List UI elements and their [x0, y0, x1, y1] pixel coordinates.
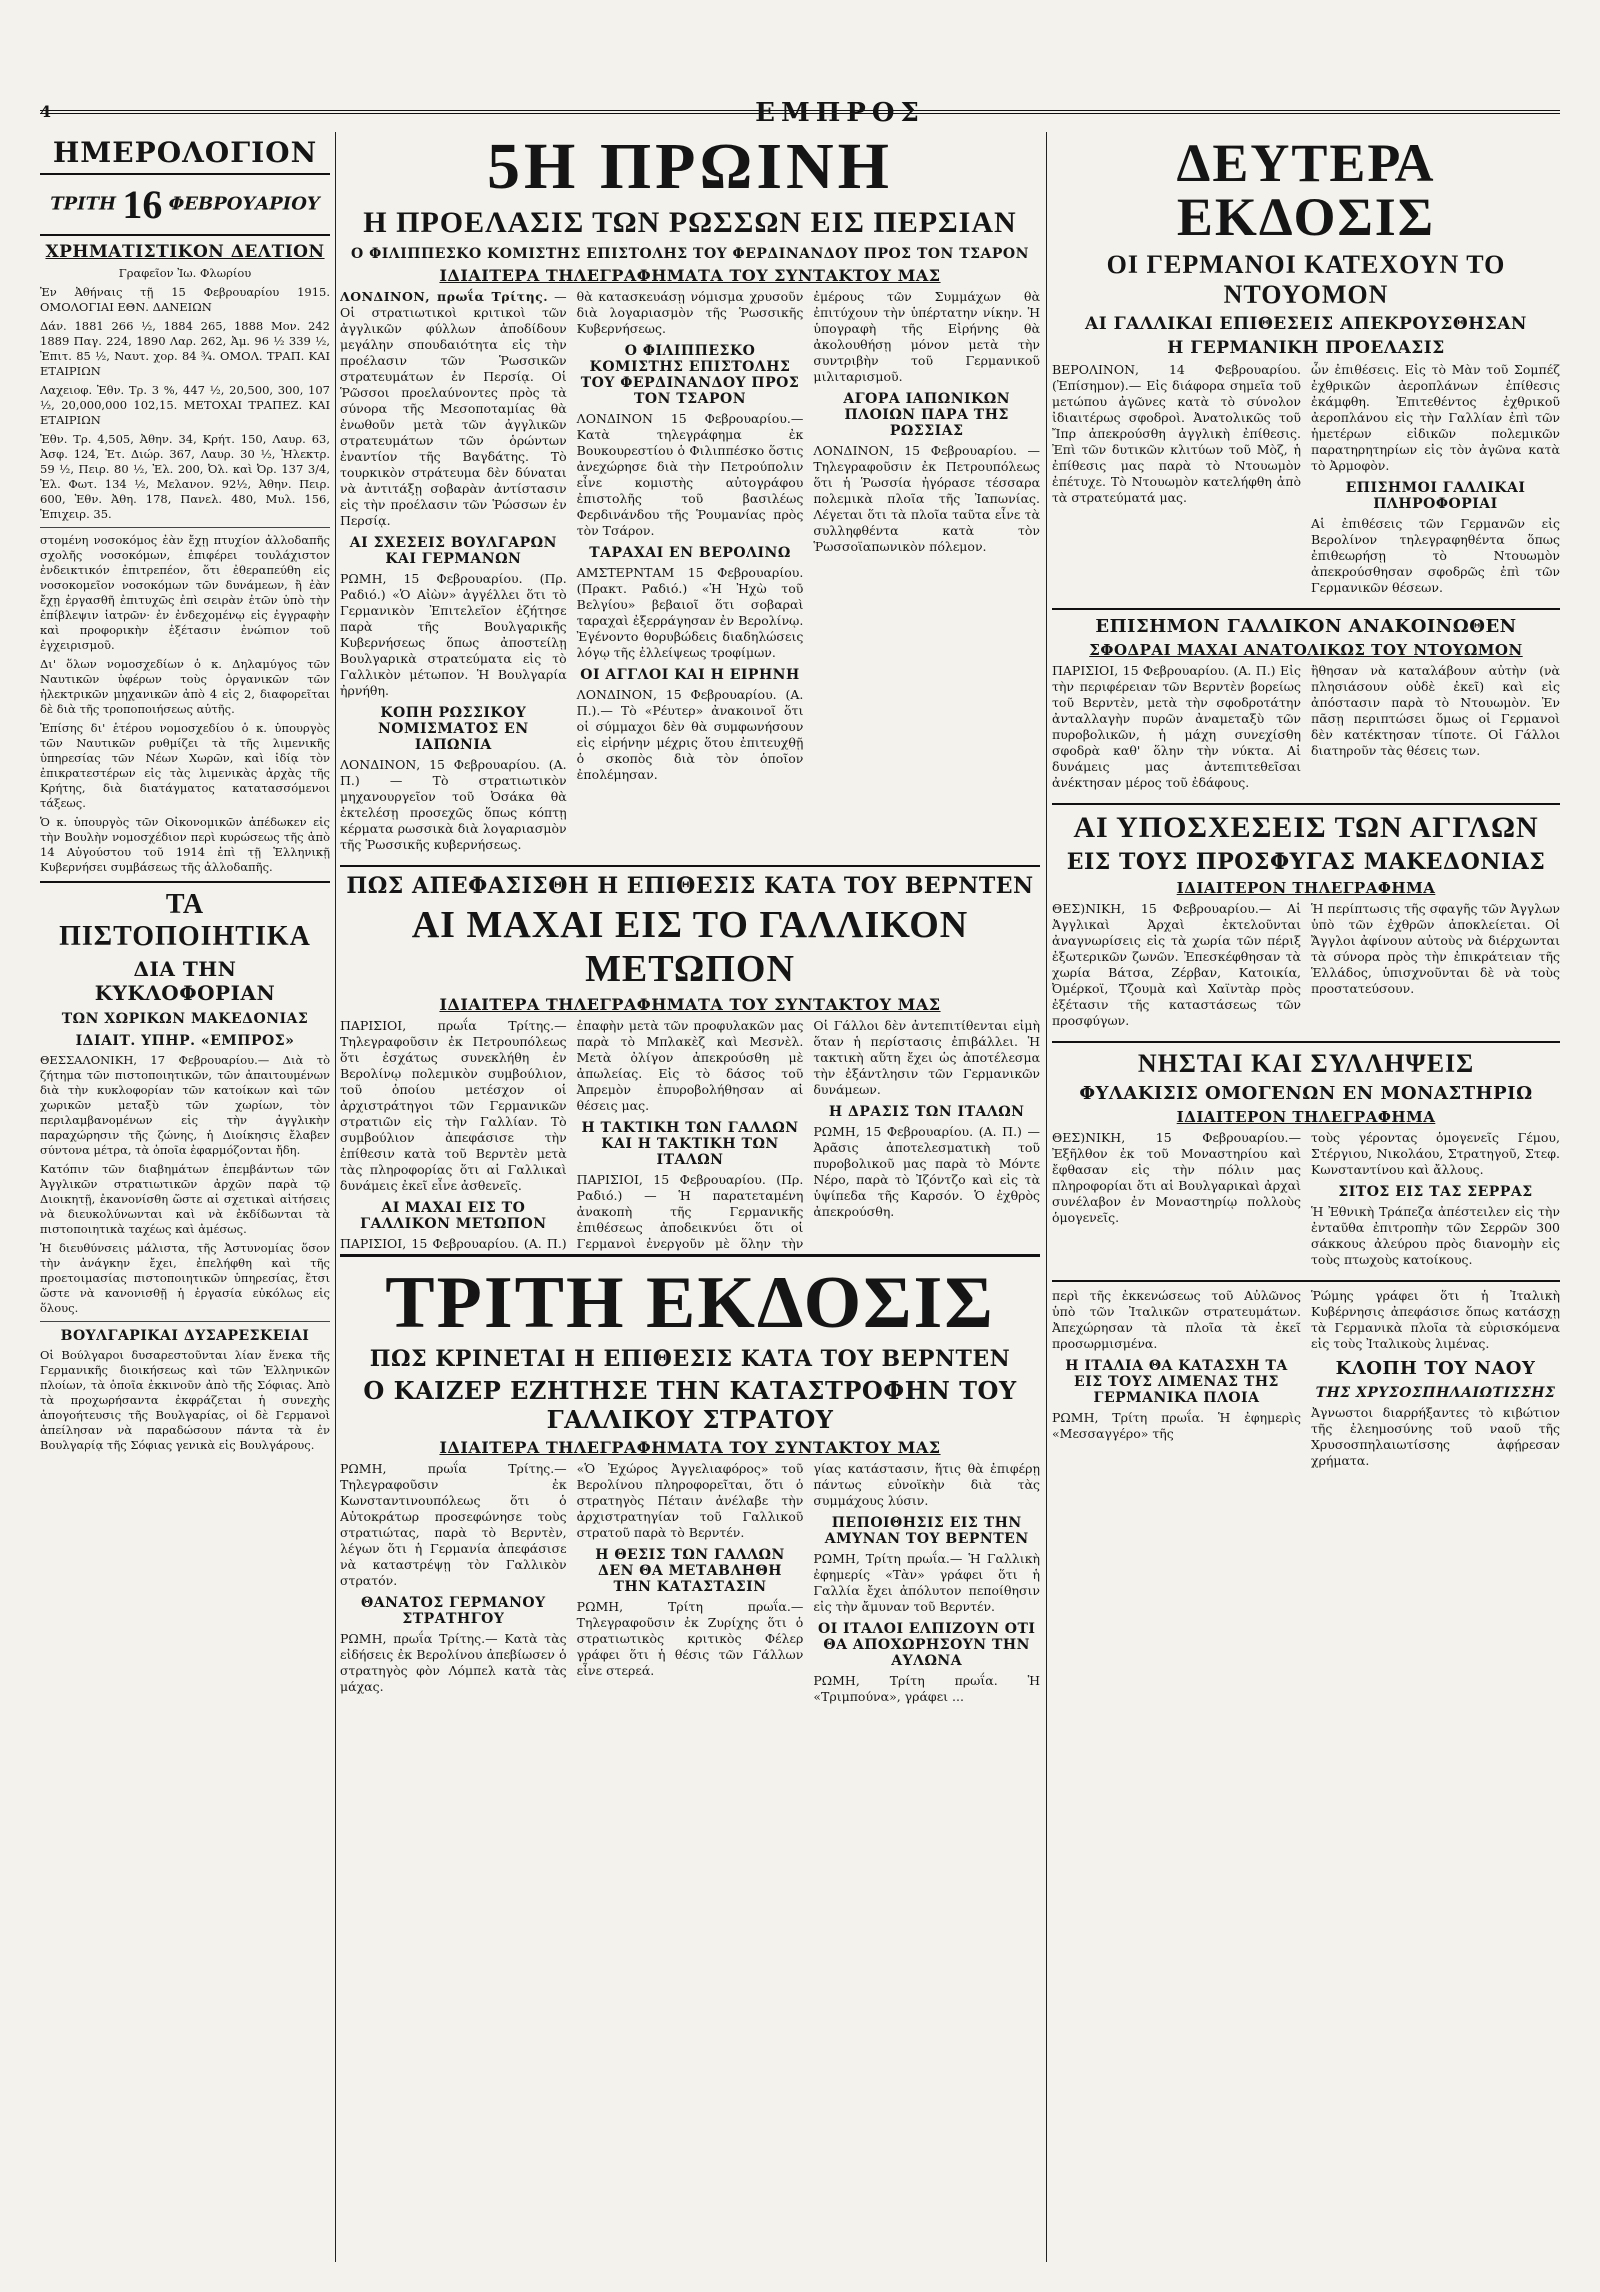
financial-text: Ἐν Ἀθήναις τῇ 15 Φεβρουαρίου 1915. ΟΜΟΛΟΓΙΑΙ ΕΘΝ. ΔΑΝΕΙΩΝ	[40, 285, 330, 314]
section-heading: ΕΠΙΣΗΜΟΙ ΓΑΛΛΙΚΑΙ ΠΛΗΡΟΦΟΡΙΑΙ	[1345, 480, 1526, 512]
subheadline: Η ΓΕΡΜΑΝΙΚΗ ΠΡΟΕΛΑΣΙΣ	[1167, 338, 1445, 358]
divider	[1052, 1041, 1560, 1043]
article-columns	[1052, 362, 1560, 602]
center-column	[340, 132, 1040, 1252]
headline: ΑΙ ΥΠΟΣΧΕΣΕΙΣ ΤΩΝ ΑΓΓΛΩΝ	[1073, 811, 1539, 844]
calendar-month: ΦΕΒΡΟΥΑΡΙΟΥ	[168, 193, 320, 215]
subheadline: Ο ΦΙΛΙΠΠΕΣΚΟ ΚΟΜΙΣΤΗΣ ΕΠΙΣΤΟΛΗΣ ΤΟΥ ΦΕΡΔΙΝΑΝΔΟΥ ΠΡΟΣ ΤΟΝ ΤΣΑΡΟΝ	[351, 246, 1029, 262]
financial-office: Γραφεῖον Ἰω. Φλωρίου	[118, 266, 252, 280]
article-text: γίας κατάστασιν, ἥτις θὰ ἐπιφέρῃ πάντως εὐνοϊκὴν διὰ τὰς συμμάχους λύσιν.	[813, 1461, 1040, 1508]
french-front-headline: ΑΙ ΜΑΧΑΙ ΕΙΣ ΤΟ ΓΑΛΛΙΚΟΝ ΜΕΤΩΠΟΝ	[411, 904, 969, 990]
right-column	[1052, 132, 1560, 2262]
article-text: ΡΩΜΗ, πρωΐα Τρίτης.— Τηλεγραφοῦσιν ἐκ Κωνσταντινουπόλεως ὅτι ὁ Αὐτοκράτωρ προσεφώνησε τοὺς στρατιώτας, παρὰ τὸ Βερντὲν, λέγων ὅτι ἡ Γερμανία ἀπεφάσισε νὰ καταστρέψῃ τὸν Γαλλικὸν στρατόν.	[340, 1461, 567, 1588]
article-column	[577, 1018, 804, 1252]
article-text: ΘΕΣ)ΝΙΚΗ, 15 Φεβρουαρίου.— Ἐξῆλθον ἐκ τοῦ Μοναστηρίου καὶ ἔφθασαν εἰς τὴν πόλιν μας πληροφορίαι ὅτι αἱ Βουλγαρικαὶ ἀρχαὶ συνέλαβον ἐν Μοναστηρίῳ πολλοὺς ὁμογενεῖς.	[1052, 1130, 1301, 1225]
article-text: Οἱ Βούλγαροι δυσαρεστοῦνται λίαν ἕνεκα τῆς Γερμανικῆς διοικήσεως καὶ τῶν Ἑλληνικῶν πλοίων, τὰ ὁποῖα ἐκκινοῦν ἀπὸ τῆς Σόφιας. Ἀπὸ τὰ προχωρήσαντα ἐκφράζεται ἡ συνεχὴς ἀπογοήτευσις τῆς Βουλγαρίας, οἱ δὲ Γερμανοὶ ἀπείλησαν νὰ παραδώσουν πάντα τὰ ἐν Βουλγαρίᾳ τῆς Σόφιας γενικὰ εἰς Βουλγάρους.	[40, 1348, 330, 1452]
article-text: ΠΑΡΙΣΙΟΙ, 15 Φεβρουαρίου. (Α. Π.) Εἰς τὴν περιφέρειαν τῶν Βερντὲν βορείως τοῦ Βερντὲν, μετὰ τὴν σφοδροτάτην ἀνταλλαγὴν πυρῶν ἀναμεταξὺ τῶν πυροβολικῶν, ἡ μάχη συνεχίσθη σφοδρὰ καθ' ὅλην τὴν νύκτα. Αἱ δυνάμεις μας ἀντεπιτεθεῖσαι ἀνέκτησαν μέρος τοῦ ἐδάφους.	[1052, 663, 1301, 790]
third-edition-section	[340, 1262, 1040, 2262]
section-heading: ΚΟΠΗ ΡΩΣΣΙΚΟΥ ΝΟΜΙΣΜΑΤΟΣ ΕΝ ΙΑΠΩΝΙΑ	[378, 705, 529, 753]
article-column	[340, 289, 567, 859]
permits-subhead: ΤΩΝ ΧΩΡΙΚΩΝ ΜΑΚΕΔΟΝΙΑΣ	[61, 1011, 309, 1027]
section-heading: Η ΤΑΚΤΙΚΗ ΤΩΝ ΓΑΛΛΩΝ ΚΑΙ Η ΤΑΚΤΙΚΗ ΤΩΝ ΙΤΑΛΩΝ	[581, 1120, 799, 1168]
headline: ΦΥΛΑΚΙΣΙΣ ΟΜΟΓΕΝΩΝ ΕΝ ΜΟΝΑΣΤΗΡΙΩ	[1079, 1083, 1533, 1104]
article-text: Ἐπίσης δι' ἑτέρου νομοσχεδίου ὁ κ. ὑπουργὸς τῶν Ναυτικῶν ρυθμίζει τὰ τῆς λιμενικῆς ὑπηρεσίας τῶν Νέων Χωρῶν, καὶ ἰδίᾳ τὸν ἐπικρατεστέρων εἰς τὰς λιμενικὰς ἀρχὰς τῆς Κρήτης, διὰ διατάγματος κατατασσόμενοι τάξεως.	[40, 721, 330, 810]
dateline: ΛΟΝΔΙΝΟΝ, πρωΐα Τρίτης.	[340, 289, 549, 304]
article-text: Αἱ ἐπιθέσεις τῶν Γερμανῶν εἰς Βερολίνον τηλεγραφηθέντα ὅπως ἐπιθεωρήσῃ τὸ Ντουωμὸν ἀπεκρούσθησαν σφοδρῶς ἐπὶ τῶν Γερμανικῶν θέσεων.	[1311, 516, 1560, 595]
article-columns	[1052, 663, 1560, 797]
column-divider	[1046, 132, 1047, 2262]
article-column	[1311, 901, 1560, 1035]
divider	[40, 1321, 330, 1322]
article-text: Ἡ Ἐθνικὴ Τράπεζα ἀπέστειλεν εἰς τὴν ἐνταῦθα ἐπιτροπὴν τῶν Σερρῶν 300 σάκκους ἀλεύρου πρὸς διανομὴν εἰς τοὺς πτωχοὺς κατοίκους.	[1311, 1204, 1560, 1267]
special-telegrams: ΙΔΙΑΙΤΕΡΑ ΤΗΛΕΓΡΑΦΗΜΑΤΑ ΤΟΥ ΣΥΝΤΑΚΤΟΥ ΜΑΣ	[439, 995, 941, 1014]
article-text: Ῥώμης γράφει ὅτι ἡ Ἰταλικὴ Κυβέρνησις ἀπεφάσισε ὅπως κατάσχῃ τὰ Γερμανικὰ πλοῖα τὰ εὑρισκόμενα εἰς τοὺς Ἰταλικοὺς λιμένας.	[1311, 1288, 1560, 1351]
special-telegram: ΙΔΙΑΙΤΕΡΟΝ ΤΗΛΕΓΡΑΦΗΜΑ	[1176, 1108, 1436, 1126]
article-text: ΡΩΜΗ, Τρίτη πρωΐα. Ἡ «Τριμπούνα», γράφει ...	[813, 1673, 1040, 1704]
section-heading: ΑΙ ΜΑΧΑΙ ΕΙΣ ΤΟ ΓΑΛΛΙΚΟΝ ΜΕΤΩΠΟΝ	[360, 1200, 547, 1232]
subheadline: ΤΗΣ ΧΡΥΣΟΣΠΗΛΑΙΩΤΙΣΣΗΣ	[1315, 1385, 1556, 1401]
permits-headline: ΤΑ ΠΙΣΤΟΠΟΙΗΤΙΚΑ	[59, 889, 311, 952]
article-column	[1052, 1288, 1301, 1475]
byline: ΙΔΙΑΙΤ. ΥΠΗΡ. «ΕΜΠΡΟΣ»	[75, 1033, 295, 1049]
article-columns	[1052, 1288, 1560, 1475]
calendar-day: ΤΡΙΤΗ	[50, 193, 117, 215]
divider	[40, 234, 330, 236]
divider	[40, 881, 330, 883]
edition-banner: 5Η ΠΡΩΙΝΗ	[486, 132, 894, 203]
article-column	[1311, 663, 1560, 797]
divider	[1052, 1280, 1560, 1282]
article-text: ΛΟΝΔΙΝΟΝ, 15 Φεβρουαρίου. (Α. Π.).— Τὸ «Ρέυτερ» ἀνακοινοῖ ὅτι οἱ σύμμαχοι δὲν θὰ συμφωνήσουν εἰς εἰρήνην μέχρις ὅτου ἐπιτευχθῇ ὁ σκοπὸς διὰ τὸν ὁποῖον ἐπολέμησαν.	[576, 687, 804, 782]
third-edition-headline: Ο ΚΑΙΖΕΡ ΕΖΗΤΗΣΕ ΤΗΝ ΚΑΤΑΣΤΡΟΦΗΝ ΤΟΥ ΓΑΛΛΙΚΟΥ ΣΤΡΑΤΟΥ	[363, 1376, 1017, 1434]
article-text: Ἀγνωστοι διαρρήξαντες τὸ κιβώτιον τῆς ἐλεημοσύνης τοῦ ναοῦ τῆς Χρυσοσπηλαιωτίσσης ἀφῄρεσαν χρήματα.	[1311, 1405, 1560, 1468]
headline: ΟΙ ΓΕΡΜΑΝΟΙ ΚΑΤΕΧΟΥΝ ΤΟ ΝΤΟΥΟΜΟΝ	[1106, 250, 1506, 309]
article-column	[1311, 362, 1560, 602]
article-text: τοὺς γέροντας ὁμογενεῖς Γέμου, Στέργιου, Νικολάου, Στρατηγοῦ, Στεφ. Κωνσταντίνου καὶ ἄλλους.	[1311, 1130, 1560, 1177]
divider	[1052, 608, 1560, 610]
article-text: ΒΕΡΟΛΙΝΟΝ, 14 Φεβρουαρίου. (Ἐπίσημον).— Εἰς διάφορα σημεῖα τοῦ μετώπου ἀγῶνες κατὰ τὸ σύνολον ἰδιαιτέρως σφοδροὶ. Ἀνατολικῶς τοῦ Ἴπρ ἀπεκρούσθη ἀγγλικὴ ἐπίθεσις. Ἐπὶ τῶν δυτικῶν κλιτύων τοῦ Μὸζ, ἡ ἐπίθεσις μας παρὰ τὸ Ντουωμὸν ἐπέτυχε. Τὸ Ντουωμὸν κατελήφθη ἀπὸ τὰ στρατεύματά μας.	[1052, 362, 1301, 505]
article-column	[340, 1461, 567, 1711]
article-columns	[1052, 901, 1560, 1035]
article-text: Ἡ περίπτωσις τῆς σφαγῆς τῶν Ἀγγλων ὑπὸ τῶν ἐχθρῶν ἀποκλείεται. Οἱ Ἄγγλοι ἀφίνουν αὐτοὺς νὰ διέρχωνται τὰ σύνορα πρὸς τὴν ἐπικράτειαν τῆς Ἑλλάδος, ὑπισχνοῦνται δὲ νὰ τοὺς προστατεύσουν.	[1311, 901, 1560, 996]
divider	[40, 527, 330, 528]
second-edition-banner: ΔΕΥΤΕΡΑ ΕΚΔΟΣΙΣ	[1176, 133, 1436, 247]
section-heading: Ο ΦΙΛΙΠΠΕΣΚΟ ΚΟΜΙΣΤΗΣ ΕΠΙΣΤΟΛΗΣ ΤΟΥ ΦΕΡΔΙΝΑΝΔΟΥ ΠΡΟΣ ΤΟΝ ΤΣΑΡΟΝ	[580, 343, 800, 407]
article-columns	[1052, 1130, 1560, 1274]
section-heading: ΤΑΡΑΧΑΙ ΕΝ ΒΕΡΟΛΙΝΩ	[589, 545, 791, 561]
article-column	[1052, 362, 1301, 602]
article-text: ἢθησαν νὰ καταλάβουν αὐτὴν (νὰ πλησιάσουν οὐδὲ ἐκεῖ) καὶ εἰς ἀπόστασιν παρὰ τὸ Ντουωμὸν. Ἐν πᾶσῃ περιπτώσει ὅμως οἱ Γερμανοὶ δὲν κατέκτησαν τίποτε. Οἱ Γάλλοι διατηροῦν τὰς θέσεις των.	[1311, 663, 1560, 758]
article-text: «Ὁ Ἐχώρος Ἀγγελιαφόρος» τοῦ Βερολίνου πληροφορεῖται, ὅτι ὁ στρατηγὸς Πέταιν ἀνέλαβε τὴν ἀρχιστρατηγίαν τοῦ Γαλλικοῦ στρατοῦ παρὰ τὸ Βερντέν.	[576, 1461, 804, 1540]
article-text: ΡΩΜΗ, 15 Φεβρουαρίου. (Α. Π.) — Ἀρᾶσις ἀποτελεσματικὴ τοῦ πυροβολικοῦ μας παρὰ τὸ Μόντε Νέρο, παρὰ τὸ Ἰζόντζο καὶ εἰς τὰ ὑψίπεδα τῆς Καρσόν. Ὁ ἐχθρὸς ἀπεκρούσθη.	[813, 1124, 1040, 1219]
article-columns	[340, 1018, 1040, 1252]
article-text: Δι' ὅλων νομοσχεδίων ὁ κ. Δηλαμύγος τῶν Ναυτικῶν ὑφέρων τοὺς ὀργανικῶν τῶν ἠλεκτρικῶν μηχανικῶν ἀπὸ 4 εἰς 2, διαφορεῖται δὲ διὰ τῆς τροποποιήσεως αὐτῆς.	[40, 657, 330, 716]
article-column	[340, 1018, 567, 1252]
article-text: ΠΑΡΙΣΙΟΙ, πρωΐα Τρίτης.— Τηλεγραφοῦσιν ἐκ Πετρουπόλεως ὅτι ἐσχάτως συνεκλήθη ἐν Βερολίνῳ πολεμικὸν συμβούλιον, τοῦ ὁποίου μετέσχον οἱ ἀρχιστράτηγοι τῶν Γερμανικῶν στρατιῶν εἰς τὴν Γαλλίαν. Τὸ συμβούλιον ἀπεφάσισε τὴν ἐπίθεσιν κατὰ τοῦ Βερντὲν μετὰ τὰς πληροφορίας ὅτι αἱ Γαλλικαὶ δυνάμεις ἐκεῖ εἶνε ἀσθενεῖς.	[340, 1018, 567, 1193]
calendar-date	[40, 181, 330, 228]
verdun-headline: ΠΩΣ ΑΠΕΦΑΣΙΣΘΗ Η ΕΠΙΘΕΣΙΣ ΚΑΤΑ ΤΟΥ ΒΕΡΝΤΕΝ	[346, 873, 1034, 899]
headline: ΕΠΙΣΗΜΟΝ ΓΑΛΛΙΚΟΝ ΑΝΑΚΟΙΝΩΘΕΝ	[1095, 616, 1517, 637]
article-text: ΠΑΡΙΣΙΟΙ, 15 Φεβρουαρίου. (Α. Π.)	[340, 1236, 567, 1251]
financial-text: Ἐθν. Τρ. 4,505, Ἀθην. 34, Κρήτ. 150, Λαυρ. 63, Ἀσφ. 124, Ἐτ. Διώρ. 367, Λαυρ. 30 ½, Ἠλεκτρ. 59 ½, Πειρ. 80 ½, Ἐλ. 200, Ὀλ. καὶ Ὀρ. 137 3/4, Ἐλ. Φωτ. 134 ½, Μελανον. 92½, Ἀθην. Πειρ. 600, Ἐθν. Ἀθη. 178, Πανελ. 480, Μυλ. 156, Ἐπιχειρ. 35.	[40, 432, 330, 521]
article-text: ΡΩΜΗ, πρωΐα Τρίτης.— Κατὰ τὰς εἰδήσεις ἐκ Βερολίνου ἀπεβίωσεν ὁ στρατηγὸς φὸν Λόμπελ κατὰ τὰς μάχας.	[340, 1631, 567, 1694]
article-text: ΡΩΜΗ, 15 Φεβρουαρίου. (Πρ. Ραδιό.) «Ὁ Αἰὼν» ἀγγέλλει ὅτι τὸ Γερμανικὸν Ἐπιτελεῖον ἐζήτησε παρὰ τῆς Βουλγαρικῆς Κυβερνήσεως ὅπως ἀποστείλῃ Βουλγαρικὰ στρατεύματα εἰς τὸ Γαλλικὸν μέτωπον. Ἡ Βουλγαρία ἠρνήθη.	[340, 571, 567, 698]
article-column	[577, 289, 804, 859]
article-column	[577, 1461, 804, 1711]
financial-text: Δάν. 1881 266 ½, 1884 265, 1888 Μον. 242 1889 Παγ. 224, 1890 Λαρ. 262, Ἀμ. 96 ½ 339 ½, Ἐπιτ. 85 ½, Ναυτ. χορ. 84 ¾. ΟΜΟΛ. ΤΡΑΠ. ΚΑΙ ΕΤΑΙΡΙΩΝ	[40, 319, 330, 378]
article-text: ΘΕΣΣΑΛΟΝΙΚΗ, 17 Φεβρουαρίου.— Διὰ τὸ ζήτημα τῶν πιστοποιητικῶν, τῶν ἀπαιτουμένων διὰ τὴν κυκλοφορίαν τῶν κατοίκων καὶ τῶν χωρικῶν μεταξὺ τῶν χωρίων, τὸν περιλαμβανομένων εἰς τὴν ἀγγλικὴν παραχώρησιν τῆς ζώνης, ἡ Διοίκησις ἔλαβεν σύντονα μέτρα, τὰ ὁποῖα ἐφαρμόζονται ἤδη.	[40, 1053, 330, 1157]
subheadline: ΑΙ ΓΑΛΛΙΚΑΙ ΕΠΙΘΕΣΕΙΣ ΑΠΕΚΡΟΥΣΘΗΣΑΝ	[1085, 314, 1527, 334]
article-text: ΡΩΜΗ, Τρίτη πρωΐα.— Ἡ Γαλλικὴ ἐφημερίς «Τὰν» γράφει ὅτι ἡ Γαλλία ἔχει ἀπόλυτον πεποίθησιν εἰς τὴν ἄμυναν τοῦ Βερντέν.	[813, 1551, 1040, 1614]
divider	[1052, 803, 1560, 805]
article-column	[813, 1018, 1040, 1252]
article-text: ΘΕΣ)ΝΙΚΗ, 15 Φεβρουαρίου.— Αἱ Ἀγγλικαὶ Ἀρχαὶ ἐκτελοῦνται ἀναγνωρίσεις εἰς τὰ χωρία τῶν πέριξ ἐξωτερικῶν ζωνῶν. Ἐπεσκέφθησαν τὰ χωρία Βάτσα, Ζέρβαν, Κατοικία, Ὀμέρκοϊ, Τζουμὰ καὶ Χαϊντὰρ πρὸς ἐξέτασιν τῆς καταστάσεως τῶν προσφύγων.	[1052, 901, 1301, 1028]
article-text: ΑΜΣΤΕΡΝΤΑΜ 15 Φεβρουαρίου. (Πρακτ. Ραδιό.) «Ἡ Ἠχὼ τοῦ Βελγίου» βεβαιοῖ ὅτι σοβαραὶ ταραχαὶ ἐξερράγησαν ἐν Βερολίνῳ. Ἐγένοντο θορυβώδεις διαδηλώσεις λόγῳ τῆς ἐλλείψεως τροφίμων.	[576, 565, 804, 660]
section-heading: ΒΟΥΛΓΑΡΙΚΑΙ ΔΥΣΑΡΕΣΚΕΙΑΙ	[60, 1328, 310, 1344]
article-column	[1311, 1288, 1560, 1475]
article-columns	[340, 1461, 1040, 1711]
special-telegram: ΙΔΙΑΙΤΕΡΟΝ ΤΗΛΕΓΡΑΦΗΜΑ	[1176, 879, 1436, 897]
section-heading: ΑΙ ΣΧΕΣΕΙΣ ΒΟΥΛΓΑΡΩΝ ΚΑΙ ΓΕΡΜΑΝΩΝ	[349, 535, 557, 567]
divider	[340, 865, 1040, 867]
calendar-title: ΗΜΕΡΟΛΟΓΙΟΝ	[40, 132, 330, 175]
headline: ΕΙΣ ΤΟΥΣ ΠΡΟΣΦΥΓΑΣ ΜΑΚΕΔΟΝΙΑΣ	[1066, 849, 1546, 875]
article-text: ΛΟΝΔΙΝΟΝ, 15 Φεβρουαρίου. (Α. Π.) — Τὸ στρατιωτικὸν μηχανουργεῖον τοῦ Ὀσάκα θὰ ἐκτελέσῃ προσεχῶς ὅπως κόπτῃ κέρματα ρωσσικὰ διὰ λογαριασμὸν τῆς Ῥωσσικῆς κυβερνήσεως.	[340, 757, 567, 852]
section-heading: ΟΙ ΑΓΓΛΟΙ ΚΑΙ Η ΕΙΡΗΝΗ	[580, 667, 800, 683]
article-text: ΛΟΝΔΙΝΟΝ 15 Φεβρουαρίου.— Κατὰ τηλεγράφημα ἐκ Βουκουρεστίου ὁ Φιλιππέσκο ὅστις ἀνεχώρησε διὰ τὴν Πετρούπολιν εἶνε κομιστὴς αὐτογράφου ἐπιστολῆς τοῦ βασιλέως Φερδινάνδου τῆς Ῥουμανίας πρὸς τὸν Τσάρον.	[576, 411, 804, 538]
article-column	[813, 289, 1040, 859]
third-edition-headline: ΠΩΣ ΚΡΙΝΕΤΑΙ Η ΕΠΙΘΕΣΙΣ ΚΑΤΑ ΤΟΥ ΒΕΡΝΤΕΝ	[369, 1346, 1011, 1372]
article-text: θὰ κατασκευάσῃ νόμισμα χρυσοῦν διὰ λογαριασμὸν τῆς Ῥωσσικῆς Κυβερνήσεως.	[576, 289, 804, 336]
article-text: —Οἱ στρατιωτικοὶ κριτικοὶ τῶν ἀγγλικῶν φύλλων ἀποδίδουν μεγάλην σπουδαιότητα εἰς τὴν προέλασιν τῶν Ῥωσσικῶν στρατευμάτων ἐν Περσίᾳ. Οἱ Ῥῶσσοι προελαύνοντες πρὸς τὰ σύνορα τῆς Μεσοποταμίας θὰ ἐνωθοῦν μετὰ τῶν ἀγγλικῶν στρατευμάτων τῶν ὁρώντων ἐναντίον τῆς Βαγδάτης. Τὸ τουρκικὸν στράτευμα δὲν δύναται νὰ ἀντιτάξῃ σοβαρὰν ἀντίστασιν εἰς τὴν προέλασιν τῶν Ῥώσσων ἐν Περσίᾳ.	[340, 289, 567, 528]
section-heading: ΑΓΟΡΑ ΙΑΠΩΝΙΚΩΝ ΠΛΟΙΩΝ ΠΑΡΑ ΤΗΣ ΡΩΣΣΙΑΣ	[843, 391, 1010, 439]
article-column	[1311, 1130, 1560, 1274]
article-text: ἐμέρους τῶν Συμμάχων θὰ ἐπιτύχουν τὴν ὑπέρτατην νίκην. Ἡ ὑπογραφὴ τῆς Εἰρήνης θὰ ἀκολουθήσῃ μόνον μετὰ τὴν συντριβὴν τοῦ Γερμανικοῦ μιλιταρισμοῦ.	[813, 289, 1040, 384]
main-headline: Η ΠΡΟΕΛΑΣΙΣ ΤΩΝ ΡΩΣΣΩΝ ΕΙΣ ΠΕΡΣΙΑΝ	[363, 206, 1017, 239]
article-text: ΛΟΝΔΙΝΟΝ, 15 Φεβρουαρίου. — Τηλεγραφοῦσιν ἐκ Πετρουπόλεως ὅτι ἡ Ῥωσσία ἠγόρασε τέσσαρα πολεμικὰ πλοῖα τῆς Ἰαπωνίας. Λέγεται ὅτι τὰ πλοῖα ταῦτα εἶνε τὰ συλληφθέντα κατὰ τὸν Ῥωσσοϊαπωνικὸν πόλεμον.	[813, 443, 1040, 554]
article-text: ἐπαφὴν μετὰ τῶν προφυλακῶν μας παρὰ τὸ Μπλακὲζ καὶ Μεσνὲλ. Μετὰ ὀλίγον ἀπεκρούσθη μὲ ἀπωλείας. Εἰς τὸ δάσος τοῦ Ἀπρεμὸν ἐπυροβολήθησαν αἱ θέσεις μας.	[576, 1018, 804, 1113]
divider	[340, 1254, 1040, 1257]
section-heading: Η ΘΕΣΙΣ ΤΩΝ ΓΑΛΛΩΝ ΔΕΝ ΘΑ ΜΕΤΑΒΛΗΘΗ ΤΗΝ ΚΑΤΑΣΤΑΣΙΝ	[595, 1547, 785, 1595]
permits-subhead: ΔΙΑ ΤΗΝ ΚΥΚΛΟΦΟΡΙΑΝ	[94, 957, 276, 1005]
section-heading: ΘΑΝΑΤΟΣ ΓΕΡΜΑΝΟΥ ΣΤΡΑΤΗΓΟΥ	[361, 1595, 546, 1627]
article-text: ΡΩΜΗ, Τρίτη πρωΐα.— Τηλεγραφοῦσιν ἐκ Ζυρίχης ὅτι ὁ στρατιωτικὸς κριτικὸς Φέλερ γράφει ὅτι ἡ θέσις τῶν Γάλλων εἶνε στερεά.	[576, 1599, 804, 1678]
subheadline: ΣΦΟΔΡΑΙ ΜΑΧΑΙ ΑΝΑΤΟΛΙΚΩΣ ΤΟΥ ΝΤΟΥΩΜΟΝ	[1089, 641, 1523, 659]
newspaper-title: ΕΜΠΡΟΣ	[755, 98, 925, 128]
column-divider	[335, 132, 336, 2262]
article-text: ὧν ἐπιθέσεις. Εἰς τὸ Μὰν τοῦ Σομπέζ ἐχθρικῶν ἀεροπλάνων ἐπίθεσις ἐκάμφθη. Ἐπιτεθέντος ἐχθρικοῦ ἀεροπλάνου εἰς τὴν Γαλλίαν ἐπὶ τῶν ἡμετέρων εἰδικῶν πολεμικῶν παρατηρητηρίων εἰς τὸν ἀγῶνα κατὰ τὸ Ἀρμοφὸν.	[1311, 362, 1560, 473]
article-text: Οἱ Γάλλοι δὲν ἀντεπιτίθενται εἰμὴ ὅταν ἡ περίστασις ἐπιβάλλει. Ἡ τακτικὴ αὕτη ἔχει ὡς ἀποτέλεσμα τὴν ἐξάντλησιν τῶν Γερμανικῶν δυνάμεων.	[813, 1018, 1040, 1097]
article-text: περὶ τῆς ἐκκενώσεως τοῦ Αὐλῶνος ὑπὸ τῶν Ἰταλικῶν στρατευμάτων. Ἀπεχώρησαν τὰ πλοῖα τὰ ἐκεῖ προσωρμισμένα.	[1052, 1288, 1301, 1351]
article-text: στομένη νοσοκόμος ἐὰν ἔχῃ πτυχίον ἀλλοδαπῆς σχολῆς νοσοκόμων, ἐπιφέρει τουλάχιστον ἐνδεικτικόν ἐπιτρεπέον, ὅτι ἐθεραπεύθη εἰς νοσοκομεῖον νοσοκόμων τῶν δυνάμεων, ἢ ἐὰν ἔχῃ ἐργασθῆ ἐπιτυχῶς ἐπὶ σειρὰν ἐτῶν ὑπὸ τὴν ἐπίβλεψιν ἰατρῶν· ἐν ἐνδεχομένῳ εἰς ἐγγραφὴν καὶ προφορικὴν ἐξέτασιν ἐνώπιον τοῦ ἐγχειρισμοῦ.	[40, 533, 330, 652]
article-column	[1052, 901, 1301, 1035]
masthead	[40, 10, 1560, 128]
special-telegrams: ΙΔΙΑΙΤΕΡΑ ΤΗΛΕΓΡΑΦΗΜΑΤΑ ΤΟΥ ΣΥΝΤΑΚΤΟΥ ΜΑΣ	[439, 266, 941, 285]
special-telegrams: ΙΔΙΑΙΤΕΡΑ ΤΗΛΕΓΡΑΦΗΜΑΤΑ ΤΟΥ ΣΥΝΤΑΚΤΟΥ ΜΑΣ	[439, 1438, 941, 1457]
financial-bulletin-title: ΧΡΗΜΑΤΙΣΤΙΚΟΝ ΔΕΛΤΙΟΝ	[45, 242, 325, 262]
article-column	[813, 1461, 1040, 1711]
page-number: 4	[40, 102, 52, 121]
article-text: Ὁ κ. ὑπουργὸς τῶν Οἰκονομικῶν ἀπέδωκεν εἰς τὴν Βουλὴν νομοσχέδιον περὶ κυρώσεως τῆς ἀπὸ 14 Αὐγούστου τοῦ 1914 ἐπὶ τῇ Ἑλληνικῇ Κυβερνήσει συμβάσεως τῆς ἀλλοδαπῆς.	[40, 815, 330, 874]
section-heading: Η ΔΡΑΣΙΣ ΤΩΝ ΙΤΑΛΩΝ	[828, 1104, 1025, 1120]
headline: ΝΗΣΤΑΙ ΚΑΙ ΣΥΛΛΗΨΕΙΣ	[1137, 1049, 1475, 1078]
article-text: Ἡ διευθύνσεις μάλιστα, τῆς Ἀστυνομίας ὅσον τὴν ἀνάγκην ἔχει, ἐπελήφθη καὶ τῆς προετοιμασίας πιστοποιητικῶν ὑπηρεσίας, ἔτσι ὥστε νὰ κανονισθῇ ἡ ἐργασία εὐκόλως εἰς ὅλους.	[40, 1241, 330, 1315]
article-text: ΠΑΡΙΣΙΟΙ, 15 Φεβρουαρίου. (Πρ. Ραδιό.) — Ἡ παρατεταμένη ἀνακοπὴ τῆς Γερμανικῆς ἐπιθέσεως ἀποδεικνύει ὅτι οἱ Γερμανοὶ ἐνεργοῦν μὲ ὅλην τὴν	[576, 1172, 804, 1251]
third-edition-banner: ΤΡΙΤΗ ΕΚΔΟΣΙΣ	[385, 1262, 995, 1344]
article-column	[1052, 1130, 1301, 1274]
section-heading: ΟΙ ΙΤΑΛΟΙ ΕΛΠΙΖΟΥΝ ΟΤΙ ΘΑ ΑΠΟΧΩΡΗΣΟΥΝ ΤΗΝ ΑΥΛΩΝΑ	[817, 1621, 1036, 1669]
financial-text: Λαχειοφ. Ἐθν. Τρ. 3 %, 447 ½, 20,500, 300, 107 ½, 20,000,000 102,15. ΜΕΤΟΧΑΙ ΤΡΑΠΕΖ. ΚΑΙ ΕΤΑΙΡΙΩΝ	[40, 383, 330, 427]
article-column	[1052, 663, 1301, 797]
left-column	[40, 132, 330, 2262]
section-heading: ΣΙΤΟΣ ΕΙΣ ΤΑΣ ΣΕΡΡΑΣ	[1338, 1184, 1533, 1200]
article-columns	[340, 289, 1040, 859]
calendar-number: 16	[122, 182, 163, 227]
article-text: ΡΩΜΗ, Τρίτη πρωΐα. Ἡ ἐφημερὶς «Μεσσαγγέρο» τῆς	[1052, 1410, 1301, 1441]
section-heading: Η ΙΤΑΛΙΑ ΘΑ ΚΑΤΑΣΧΗ ΤΑ ΕΙΣ ΤΟΥΣ ΛΙΜΕΝΑΣ ΤΗΣ ΓΕΡΜΑΝΙΚΑ ΠΛΟΙΑ	[1065, 1358, 1288, 1406]
headline: ΚΛΟΠΗ ΤΟΥ ΝΑΟΥ	[1335, 1358, 1536, 1379]
article-text: Κατόπιν τῶν διαβημάτων ἐπεμβάντων τῶν Ἀγγλικῶν στρατιωτικῶν ἀρχῶν παρὰ τῷ Διοικητῇ, ἐκανονίσθη ὥστε αἱ σχετικαὶ αἰτήσεις νὰ διευκολύνωνται καὶ νὰ ἐκδίδωνται τὰ πιστοποιητικὰ ταχέως καὶ ἀμέσως.	[40, 1162, 330, 1236]
section-heading: ΠΕΠΟΙΘΗΣΙΣ ΕΙΣ ΤΗΝ ΑΜΥΝΑΝ ΤΟΥ ΒΕΡΝΤΕΝ	[824, 1515, 1029, 1547]
